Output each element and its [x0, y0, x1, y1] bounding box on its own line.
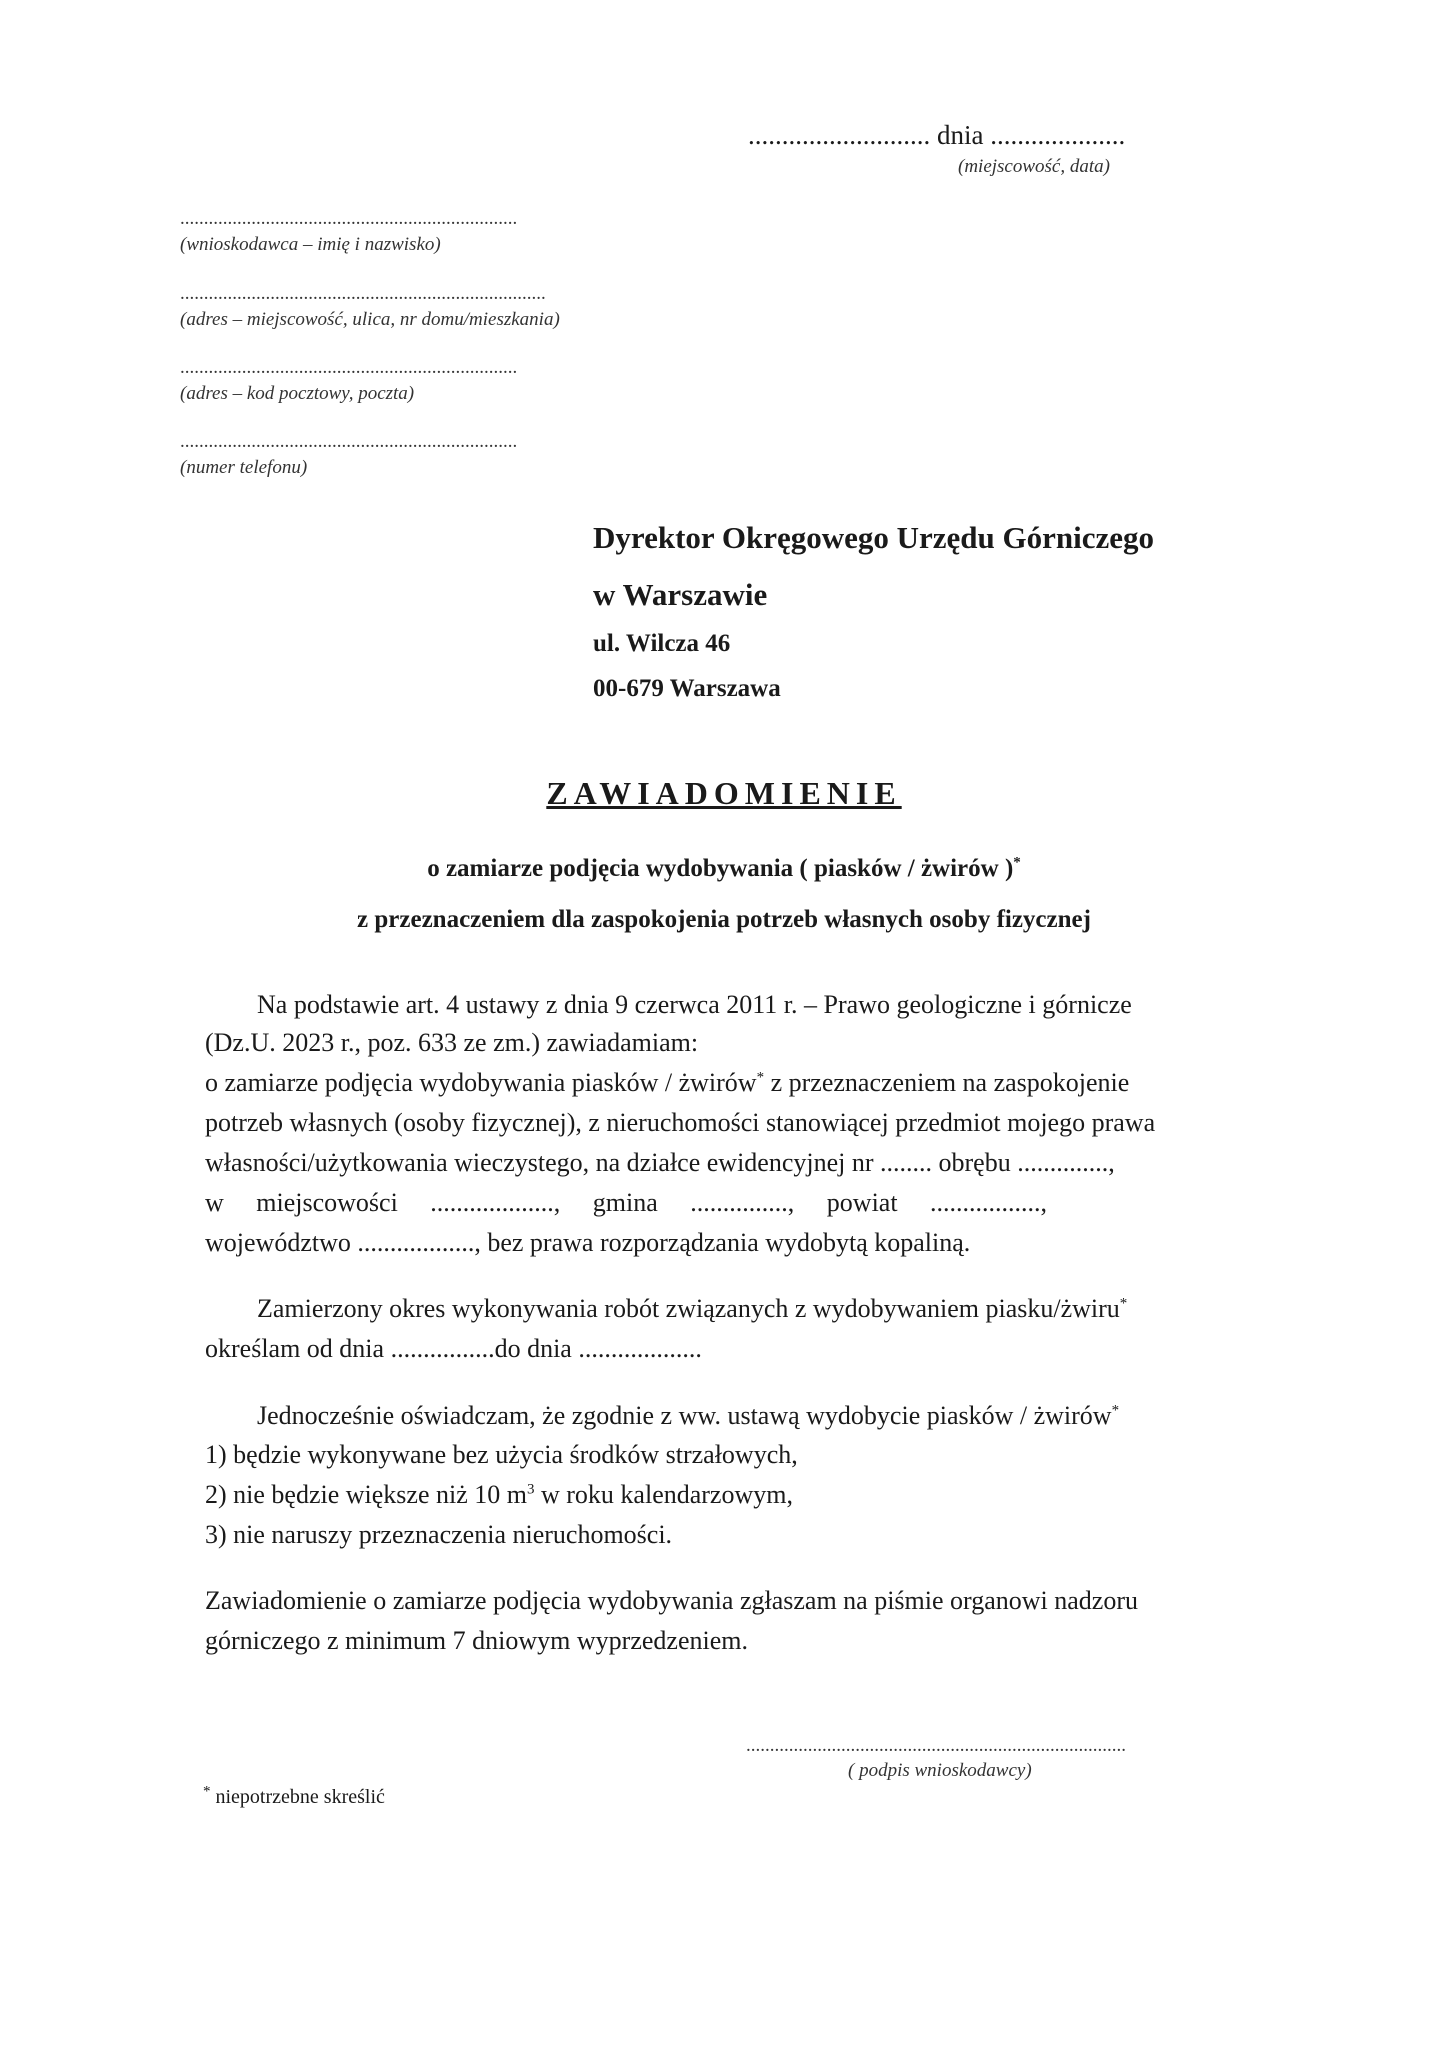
list-item-2-text-a: 2) nie będzie większe niż 10 m [205, 1480, 527, 1509]
footnote-marker: * [1013, 854, 1021, 871]
paragraph-2-line-1 [257, 1290, 1247, 1328]
applicant-phone-caption: (numer telefonu) [180, 457, 308, 478]
paragraph-2-line-1-text: Zamierzony okres wykonywania robót związanych z wydobywaniem piasku/żwiru [257, 1294, 1120, 1323]
applicant-phone-dots: ....................................................................... [180, 431, 518, 452]
paragraph-1-line-3-text-a: o zamiarze podjęcia wydobywania piasków / żwirów [205, 1068, 757, 1097]
paragraph-1-line-3 [205, 1064, 1245, 1102]
list-item-1: 1) będzie wykonywane bez użycia środków strzałowych, [205, 1440, 798, 1469]
paragraph-1-line-3-text-b: z przeznaczeniem na zaspokojenie [764, 1068, 1130, 1097]
signature-dots: ................................................................................ [746, 1735, 1126, 1756]
list-item-3: 3) nie naruszy przeznaczenia nieruchomości. [205, 1520, 673, 1549]
paragraph-4-line-1: Zawiadomienie o zamiarze podjęcia wydobywania zgłaszam na piśmie organowi nadzoru [205, 1586, 1139, 1615]
applicant-name-dots: ....................................................................... [180, 208, 518, 229]
footnote-marker: * [203, 1783, 211, 1800]
paragraph-1-line-6: w miejscowości ..................., gmina ..............., powiat ................., [205, 1188, 1048, 1217]
subtitle-line-1-text: o zamiarze podjęcia wydobywania ( piasków / żwirów ) [427, 855, 1014, 882]
paragraph-4-line-2: górniczego z minimum 7 dniowym wyprzedzeniem. [205, 1626, 748, 1655]
footnote-marker: * [1119, 1295, 1128, 1312]
recipient-postcode: 00-679 Warszawa [593, 675, 781, 702]
footnote-marker: * [756, 1069, 765, 1086]
cubic-superscript: 3 [527, 1481, 535, 1498]
applicant-postcode-caption: (adres – kod pocztowy, poczta) [180, 383, 415, 404]
paragraph-3-line-1 [257, 1397, 1247, 1435]
footnote [203, 1783, 385, 1809]
place-date-caption: (miejscowość, data) [958, 156, 1110, 177]
applicant-address-caption: (adres – miejscowość, ulica, nr domu/mieszkania) [180, 309, 560, 330]
paragraph-1-line-5: własności/użytkowania wieczystego, na działce ewidencyjnej nr ........ obrębu .............., [205, 1148, 1115, 1177]
recipient-title: Dyrektor Okręgowego Urzędu Górniczego [593, 520, 1155, 555]
list-item-2 [205, 1476, 1245, 1514]
recipient-city: w Warszawie [593, 577, 768, 612]
signature-caption: ( podpis wnioskodawcy) [848, 1760, 1032, 1781]
document-title: ZAWIADOMIENIE [546, 775, 902, 811]
paragraph-1-line-4: potrzeb własnych (osoby fizycznej), z nieruchomości stanowiącej przedmiot mojego prawa [205, 1108, 1156, 1137]
footnote-marker: * [1111, 1402, 1120, 1419]
subtitle-line-2: z przeznaczeniem dla zaspokojenia potrzeb własnych osoby fizycznej [357, 906, 1091, 933]
paragraph-1-line-2: (Dz.U. 2023 r., poz. 633 ze zm.) zawiadamiam: [205, 1028, 699, 1057]
place-date-line: ........................... dnia .................... [748, 120, 1126, 150]
list-item-2-text-b: w roku kalendarzowym, [534, 1480, 793, 1509]
recipient-street: ul. Wilcza 46 [593, 630, 731, 657]
footnote-text: niepotrzebne skreślić [210, 1786, 385, 1808]
paragraph-3-line-1-text: Jednocześnie oświadczam, że zgodnie z ww. ustawą wydobycie piasków / żwirów [257, 1401, 1112, 1430]
paragraph-1-line-7: województwo .................., bez prawa rozporządzania wydobytą kopaliną. [205, 1228, 971, 1257]
applicant-name-caption: (wnioskodawca – imię i nazwisko) [180, 234, 441, 255]
applicant-postcode-dots: ....................................................................... [180, 357, 518, 378]
paragraph-1-line-1: Na podstawie art. 4 ustawy z dnia 9 czerwca 2011 r. – Prawo geologiczne i górnicze [257, 990, 1132, 1019]
applicant-address-dots: ............................................................................. [180, 283, 546, 304]
paragraph-2-line-2: określam od dnia ................do dnia ................... [205, 1334, 702, 1363]
subtitle-line-1 [0, 855, 1448, 883]
